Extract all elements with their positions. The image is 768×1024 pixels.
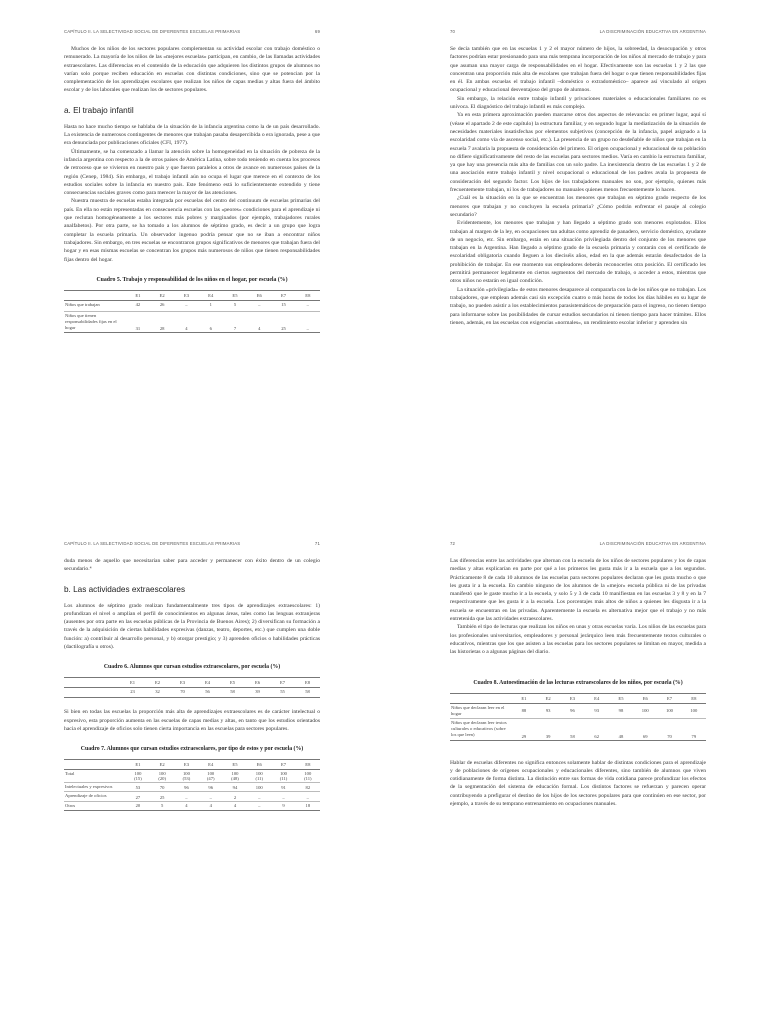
- table-header-cell: [64, 290, 126, 300]
- page-70-content: [450, 29, 706, 327]
- table-row: [64, 792, 320, 801]
- table-cell: 58: [220, 688, 245, 698]
- row-label: Intelectuales y expresivos: [64, 783, 126, 792]
- table-cell: 1: [199, 300, 223, 311]
- paragraph: Hablar de escuelas diferentes no significa entonces solamente hablar de distintas condiciones para el aprendizaje y de poblaciones de orígenes ocupacionales y educacionales diferentes, sino también de alumnos que viven cotidianamente de forma distinta. La distinción entre sus formas de vida cotidiana parece profundizar los efectos de la segmentación del sistema de educación formal. Los distintos factores se refuerzan y parecen operar contribuyendo a prefigurar el destino de los hijos de los sectores populares para que continúen en ese sector, por ejemplo, a través de su temprano entrenamiento en ocupaciones manuales.: [450, 759, 706, 808]
- table-cell: 58: [295, 688, 320, 698]
- table-cell: 100: [682, 703, 706, 718]
- table-header-cell: E2: [150, 290, 174, 300]
- table-cell: 94: [223, 783, 247, 792]
- table-row: [64, 783, 320, 792]
- table-cell: [271, 770, 295, 783]
- table-cell: [223, 770, 247, 783]
- table-row: [450, 718, 706, 740]
- table-header-cell: E2: [150, 760, 174, 770]
- cell-count: (11): [279, 776, 288, 782]
- table-cell: –: [174, 792, 198, 801]
- table-5: [64, 290, 320, 334]
- table-cell: 39: [536, 718, 560, 740]
- table-cell: [64, 688, 120, 698]
- table-7: [64, 759, 320, 811]
- cell-count: (47): [206, 776, 215, 782]
- table-header-cell: E6: [633, 693, 657, 703]
- table-cell: 26: [150, 300, 174, 311]
- paragraph: Si bien en todas las escuelas la proporción más alta de aprendizajes extraescolares es de carácter intelectual o expresivo, esta proporción aumenta en las escuelas de capas medias y altas, en tanto que los estudios orientados hacia el aprendizaje de oficios solo tienen cierta importancia en las escuelas para sectores populares.: [64, 709, 320, 732]
- table-caption: Cuadro 7. Alumnos que cursan estudios extraescolares, por tipo de estos y por escuela (%): [80, 746, 304, 753]
- paragraph: ¿Cuál es la situación en la que se encuentran los menores que trabajan en séptimo grado respecto de los menores que trabajan y no concluyen la escuela primaria? ¿Cómo podrán enfrentar el pasaje al colegio secundario?: [450, 195, 706, 218]
- running-header: [64, 29, 320, 37]
- table-cell: 27: [126, 792, 150, 801]
- table-header-cell: E8: [296, 760, 320, 770]
- table-header-cell: E2: [145, 678, 170, 688]
- table-cell: 4: [199, 801, 223, 810]
- paragraph: Últimamente, se ha comenzado a llamar la atención sobre la homogeneidad en la situación de pobreza de la infancia argentina con respecto a la de otros países de América Latina, sobre todo teniendo en cuenta los procesos de retroceso que se vivieron en nuestro país y que fueron paralelos a otros de avance en numerosos países de la región (Cenep, 1984). Sin embargo, el trabajo infantil aún no ocupa el lugar que merece en el contexto de los estudios sociales sobre la infancia en nuestro país. Este fenómeno está lo suficientemente extendido y tiene consecuencias sociales graves como para merecer la mayor de las atenciones.: [64, 148, 320, 197]
- table-cell: 93: [585, 703, 609, 718]
- table-caption: Cuadro 8. Autoestimación de las lecturas extraescolares de los niños, por escuela (%): [473, 679, 683, 686]
- row-label: Total: [64, 770, 126, 783]
- paragraph: Nuestra muestra de escuelas estaba integrada por escuelas del centro del continuum de escuelas primarias del país. En ella no están representadas en consecuencia escuelas con las «peores» condiciones para el aprendizaje ni que reclutan homogéneamente a los sectores más pobres y marginados (por ejemplo, trabajadores rurales analfabetos). Por otra parte, se ha tomado a los alumnos de séptimo grado, es decir a un grupo que logra completar la escuela primaria. Un observador ingenuo podría pensar que no se iban a encontrar niños trabajadores. Sin embargo, en tres escuelas se encontraron grupos significativos de menores que trabajan fuera del hogar y en esas mismas escuelas se concentran los grupos más numerosos de niños que tienen responsabilidades fijas dentro del hogar.: [64, 198, 320, 263]
- table-header-cell: E4: [199, 760, 223, 770]
- cell-count: (15): [134, 776, 142, 782]
- table-caption: Cuadro 6. Alumnos que cursan estudios extraescolares, por escuela (%): [103, 664, 281, 671]
- row-label: Aprendizaje de oficios: [64, 792, 126, 801]
- table-cell: 4: [223, 801, 247, 810]
- cell-count: (11): [255, 776, 263, 782]
- table-cell: –: [271, 792, 295, 801]
- page-71: [0, 512, 384, 1024]
- table-cell: [174, 770, 198, 783]
- table-header-cell: E1: [512, 693, 536, 703]
- table-header-cell: [450, 693, 512, 703]
- table-header-cell: E6: [247, 760, 271, 770]
- table-header-cell: E6: [247, 290, 271, 300]
- table-header-cell: E1: [126, 290, 150, 300]
- running-header: [64, 541, 320, 549]
- table-cell: 100: [247, 783, 271, 792]
- cell-value: 100: [280, 771, 287, 777]
- section-heading: b. Las actividades extraescolares: [64, 584, 186, 594]
- table-cell: 62: [585, 718, 609, 740]
- paragraph: La situación «privilegiada» de estos menores desaparece al compararla con la de los niños que no trabajan. Los trabajadores, que emplean además casi sin excepción cuatro o más horas de todos los días hábiles en su lugar de trabajo, no pueden asistir a los establecimientos parasistemáticos de preparación para el ingreso, no tienen tiempo para informarse sobre las posibilidades de cursar estudios secundarios ni tienen tiempo para hacer trámites. Ellos tienen, además, en las escuelas con exigencias «normales», un rendimiento escolar inferior y aprenden sin: [450, 286, 706, 326]
- paragraph: Ya en esta primera aproximación pueden marcarse otros dos aspectos de relevancia: en primer lugar, aquí sí (véase el apartado 2 de este capítulo) la estructura familiar, y en segundo lugar la mediatización de la situación de necesidades materiales insatisfechas por elementos subjetivos (concepción de la infancia, papel asignado a la escolaridad como vía de ascenso social, etc.). La presencia de un grupo no desdeñable de niños que trabajan en la escuela 7 avalaría la propuesta de consideración del primero. El origen ocupacional y educacional de su población no difiere significativamente del resto de las escuelas para sectores medios. Varía en cambio la estructura familiar, ya que hay una presencia más alta de familias con un solo padre. La inexistencia dentro de las escuelas 1 y 2 de una asociación entre trabajo infantil y nivel ocupacional o educacional de los padres avala la propuesta de consideración del segundo factor. Los hijos de los trabajadores manuales no son, por ejemplo, quienes más frecuentemente trabajan, ni los de trabajadores no manuales quienes menos frecuentemente lo hacen.: [450, 112, 706, 194]
- table-cell: 100: [657, 703, 681, 718]
- table-cell: 32: [145, 688, 170, 698]
- table-cell: 42: [126, 300, 150, 311]
- table-row: [64, 688, 320, 698]
- table-header-cell: E7: [270, 678, 295, 688]
- table-cell: –: [174, 300, 198, 311]
- running-header: [450, 29, 706, 37]
- table-cell: 55: [270, 688, 295, 698]
- page-72: [384, 512, 768, 1024]
- table-cell: 20: [126, 801, 150, 810]
- table-cell: 88: [512, 703, 536, 718]
- table-cell: 70: [657, 718, 681, 740]
- cell-count: (20): [158, 776, 166, 782]
- table-cell: 82: [296, 783, 320, 792]
- table-header-cell: E7: [271, 760, 295, 770]
- section-heading: a. El trabajo infantil: [64, 105, 134, 115]
- table-cell: 15: [271, 300, 295, 311]
- paragraph: Sin embargo, la relación entre trabajo infantil y privaciones materiales o educacionales familiares no es unívoca. El diagnóstico del trabajo infantil es más complejo.: [450, 95, 706, 111]
- table-cell: 39: [245, 688, 270, 698]
- intro-paragraph: Muchos de los niños de los sectores populares complementan su actividad escolar con trabajo doméstico o remunerado. La mayoría de los niños de las «mejores escuelas» participan, en cambio, de las llamadas actividades extraescolares. Las diferencias en el contenido de la educación que adquieren los distintos grupos de alumnos no varían solo porque reciben educación en escuelas con distintas condiciones, sino que se potencian por la complementación de los aprendizajes escolares que realizan los niños de capas medias y altas fuera del ámbito escolar y de los laborales que realizan los de sectores populares.: [64, 46, 320, 94]
- page-71-content: [64, 541, 320, 811]
- table-header-cell: E6: [245, 678, 270, 688]
- table-cell: [126, 770, 150, 783]
- table-cell: –: [247, 792, 271, 801]
- table-cell: 4: [247, 311, 271, 333]
- table-header-cell: E7: [271, 290, 295, 300]
- table-cell: 91: [271, 783, 295, 792]
- chapter-header: CAPÍTULO II. LA SELECTIVIDAD SOCIAL DE DIFERENTES ESCUELAS PRIMARIAS: [64, 29, 241, 34]
- row-label: Niños que declaran leer en el hogar: [450, 703, 512, 718]
- cell-value: 100: [231, 771, 239, 777]
- table-header-cell: E1: [120, 678, 145, 688]
- table-cell: 28: [150, 311, 174, 333]
- table-cell: 4: [174, 311, 198, 333]
- table-cell: [247, 770, 271, 783]
- row-label: Niños que declaran leer textos culturales o educativos (sobre los que leen): [450, 718, 512, 740]
- cell-value: 100: [304, 771, 312, 777]
- table-cell: 70: [170, 688, 195, 698]
- table-cell: 18: [296, 801, 320, 810]
- table-cell: 96: [174, 783, 198, 792]
- table-cell: 48: [609, 718, 633, 740]
- page-number: 69: [314, 29, 320, 34]
- table-cell: 31: [126, 311, 150, 333]
- row-label: Niños que trabajan: [64, 300, 126, 311]
- table-cell: [199, 770, 223, 783]
- chapter-header: CAPÍTULO II. LA SELECTIVIDAD SOCIAL DE DIFERENTES ESCUELAS PRIMARIAS: [64, 541, 241, 546]
- table-header-cell: E8: [296, 290, 320, 300]
- table-8: [450, 693, 706, 741]
- table-header-cell: E8: [295, 678, 320, 688]
- table-cell: 29: [512, 718, 536, 740]
- table-cell: 79: [682, 718, 706, 740]
- table-cell: 5: [223, 300, 247, 311]
- table-cell: –: [247, 801, 271, 810]
- table-cell: 93: [536, 703, 560, 718]
- table-row: [64, 801, 320, 810]
- table-cell: 25: [150, 792, 174, 801]
- table-cell: 56: [195, 688, 220, 698]
- table-header-cell: E5: [223, 290, 247, 300]
- table-header-cell: E3: [174, 290, 198, 300]
- table-header-cell: E3: [170, 678, 195, 688]
- table-header-cell: E4: [195, 678, 220, 688]
- cell-value: 100: [134, 771, 142, 777]
- table-cell: 96: [199, 783, 223, 792]
- table-cell: 70: [150, 783, 174, 792]
- table-cell: 98: [609, 703, 633, 718]
- cell-count: (11): [304, 776, 312, 782]
- page-69-content: [64, 29, 320, 333]
- cell-count: (53): [182, 776, 191, 782]
- table-row: [64, 300, 320, 311]
- cell-value: 100: [255, 771, 263, 777]
- table-cell: –: [247, 300, 271, 311]
- page-number: 71: [314, 541, 320, 546]
- row-label: Otros: [64, 801, 126, 810]
- table-header-cell: E5: [220, 678, 245, 688]
- paragraph: Hasta no hace mucho tiempo se hablaba de la situación de la infancia argentina como la de un país desarrollado. La existencia de numerosos contingentes de menores que trabajan pasaba desapercibida o era ignorada, pese a que era denunciada por publicaciones oficiales (CFI, 1977).: [64, 123, 320, 147]
- table-cell: [150, 770, 174, 783]
- paragraph: Evidentemente, los menores que trabajan y han llegado a séptimo grado son menores explotados. Ellos trabajan al margen de la ley, en ocupaciones tan adultas como aprendiz de panadero, servicio doméstico, ayudante de un negocio, etc. Sin embargo, están en una situación privilegiada dentro del conjunto de los menores que trabajan en la Argentina. Han llegado a séptimo grado de la escuela primaria y contarán con el certificado de escolaridad obligatoria cuando lleguen a los dieciséis años, edad en la que además estarán desafectados de la prohibición de trabajar. En ese momento sus empleadores deberán reconocerles otra posición. El certificado les permitirá permanecer legalmente en ciertos segmentos del mercado de trabajo, o acceder a estos, mientras que otros niños no estarán en igual condición.: [450, 220, 706, 285]
- table-header-cell: E2: [536, 693, 560, 703]
- table-header-cell: E1: [126, 760, 150, 770]
- table-header-cell: E3: [560, 693, 584, 703]
- table-6: [64, 677, 320, 698]
- table-header-cell: E7: [657, 693, 681, 703]
- table-cell: 25: [271, 311, 295, 333]
- cell-value: 100: [158, 771, 166, 777]
- row-label: Niños que tienen responsabilidades fijas en el hogar: [64, 311, 126, 333]
- paragraph: duda menos de aquello que necesitarían saber para acceder y permanecer con éxito dentro de un colegio secundario.⁴: [64, 558, 320, 573]
- table-header-cell: [64, 678, 120, 688]
- table-row: [64, 311, 320, 333]
- table-header-cell: E8: [682, 693, 706, 703]
- table-row: [64, 770, 320, 783]
- paragraph: También el tipo de lecturas que realizan los niños en unas y otras escuelas varía. Los niños de las escuelas para los profesionales universitarios, empleadores y personal jerárquico leen más frecuentemente textos culturales o educativos, mientras que los que asisten a las escuelas para los sectores populares se limitan en mayor, medida a las historietas o a algunas páginas del diario.: [450, 624, 706, 656]
- table-cell: –: [296, 311, 320, 333]
- book-header: LA DISCRIMINACIÓN EDUCATIVA EN ARGENTINA: [599, 29, 706, 34]
- table-cell: 6: [199, 311, 223, 333]
- cell-count: (48): [231, 776, 239, 782]
- table-cell: 23: [120, 688, 145, 698]
- cell-value: 100: [183, 771, 190, 777]
- table-header-cell: [64, 760, 126, 770]
- table-cell: 96: [560, 703, 584, 718]
- table-cell: –: [199, 792, 223, 801]
- table-row: [450, 703, 706, 718]
- table-caption: Cuadro 5. Trabajo y responsabilidad de los niños en el hogar, por escuela (%): [96, 276, 288, 283]
- table-cell: 9: [271, 801, 295, 810]
- cell-value: 100: [207, 771, 215, 777]
- table-cell: –: [296, 792, 320, 801]
- table-header-cell: E4: [199, 290, 223, 300]
- table-cell: 69: [633, 718, 657, 740]
- table-cell: [296, 770, 320, 783]
- table-cell: 100: [633, 703, 657, 718]
- table-cell: 4: [174, 801, 198, 810]
- page-69: [0, 0, 384, 512]
- table-header-cell: E5: [609, 693, 633, 703]
- table-cell: 7: [223, 311, 247, 333]
- paragraph: Las diferencias entre las actividades que alternan con la escuela de los niños de sectores populares y los de capas medias y altas explicarían en parte por qué a los primeros les gusta más ir a la escuela que a los segundos. Prácticamente 8 de cada 10 alumnos de las escuelas para sectores populares declaran que les gusta mucho o que les gusta ir a la escuela. En cambio ninguno de los alumnos de la «mejor» escuela pública ni de las privadas manifestó que le gaste mucho ir a la escuela, y solo 5 y 3 de cada 10 manifiestan en las escuelas 3 y 8 y en la 7 respectivamente que les gusta ir a la escuela. Los porcentajes más altos de niños a quienes les disgusta ir a la escuela se encuentran en las privadas. Aparentemente la escuela es alternativa mejor que el trabajo y no más entretenida que las actividades extraescolares.: [450, 558, 706, 623]
- table-cell: –: [296, 300, 320, 311]
- table-cell: 2: [223, 792, 247, 801]
- table-cell: 53: [126, 783, 150, 792]
- page-72-content: [450, 541, 706, 808]
- page-number: 72: [450, 541, 456, 546]
- table-cell: 5: [150, 801, 174, 810]
- paragraph: Los alumnos de séptimo grado realizan fundamentalmente tres tipos de aprendizajes extraescolares: 1) profundizan el nivel o amplían el perfil de conocimientos en algunas áreas, tales como las lenguas extranjeras (ausentes por otra parte en las escuelas públicas de la Provincia de Buenos Aires); 2) diversifican su formación a través de la adquisición de ciertas habilidades expresivas (danzas, teatro, deportes, etc.) que cumplen una doble función: a) contribuir al desarrollo personal, y b) otorgar prestigio; y 3) aprenden oficios o habilidades prácticas (dactilografía u otros).: [64, 602, 320, 651]
- table-header-cell: E4: [585, 693, 609, 703]
- table-header-cell: E5: [223, 760, 247, 770]
- running-header: [450, 541, 706, 549]
- page-number: 70: [450, 29, 456, 34]
- page-70: [384, 0, 768, 512]
- table-cell: 58: [560, 718, 584, 740]
- book-header: LA DISCRIMINACIÓN EDUCATIVA EN ARGENTINA: [599, 541, 706, 546]
- table-header-cell: E3: [174, 760, 198, 770]
- paragraph: Se decía también que en las escuelas 1 y 2 el mayor número de hijos, la sobreedad, la desocupación y otros factores podrían estar presionando para una más temprana incorporación de los niños al mercado de trabajo y para que asuman una mayor carga de responsabilidades en el hogar. Efectivamente son las escuelas 1 y 2 las que concentran una proporción más alta de escolares que trabajan fuera del hogar o que tienen responsabilidades fijas en él. En ambas escuelas el trabajo infantil –doméstico o extradoméstico– aparece así vinculado al origen ocupacional y educacional desventajoso del grupo de alumnos.: [450, 46, 706, 94]
